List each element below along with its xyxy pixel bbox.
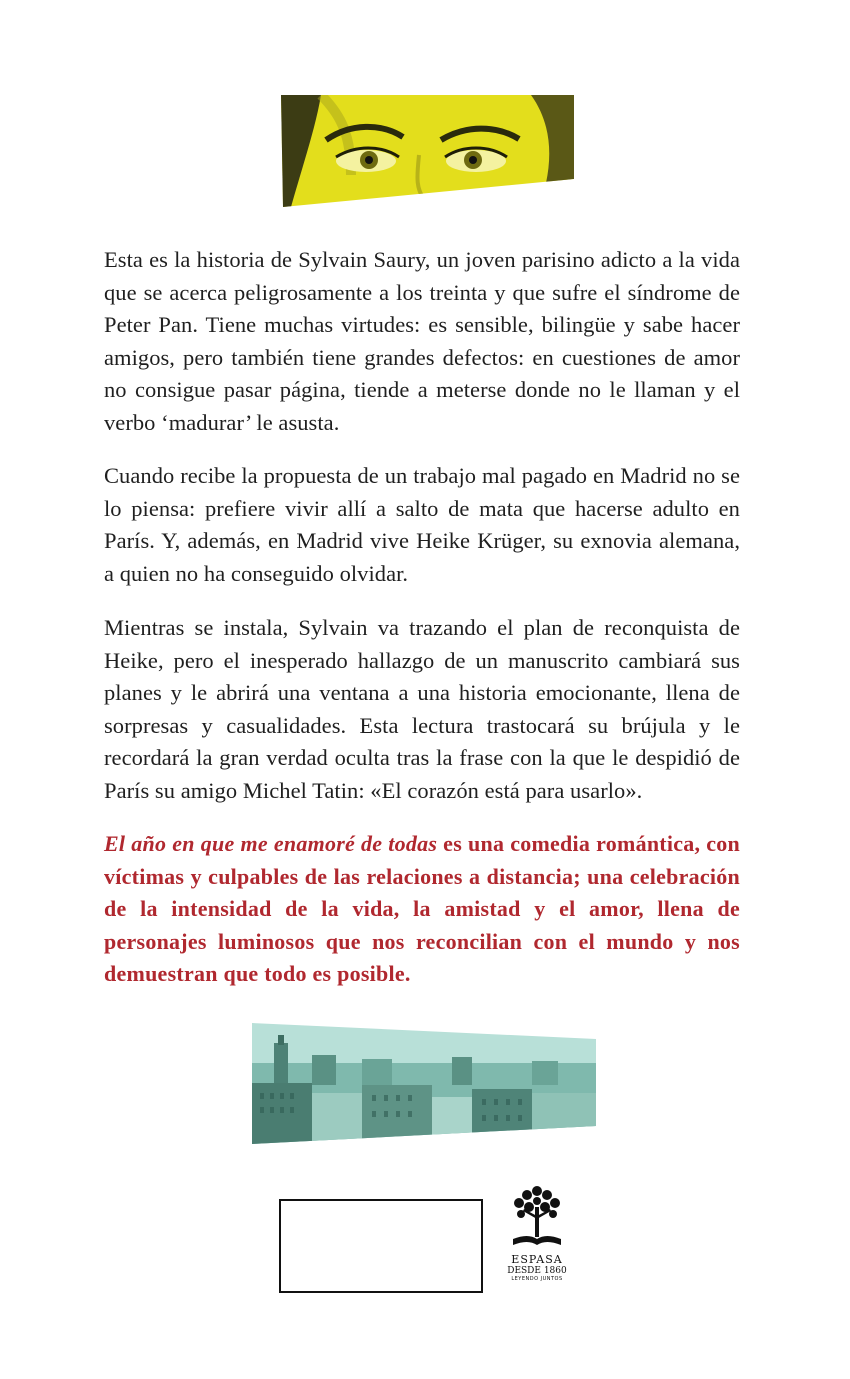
tree-book-icon xyxy=(509,1183,565,1253)
synopsis-paragraph-2: Cuando recibe la propuesta de un trabajo mal pagado en Madrid no se lo piensa: prefiere vivir allí a salto de mata que hacerse adulto en París. Y, además, en Madrid vive Heike Krüger, su exnovia alemana, a quien no ha conseguido olvidar. xyxy=(104,463,740,586)
eyes-photo xyxy=(281,95,574,207)
synopsis-paragraph-3: Mientras se instala, Sylvain va trazando el plan de reconquista de Heike, pero el inesperado hallazgo de un manuscrito cambiará sus planes y le abrirá una ventana a una historia emocionante, llena de sorpresas y casualidades. Esta lectura trastocará su brújula y le recordará la gran verdad oculta tras la frase con la que le despidió de París su amigo Michel Tatin: «El corazón está para usarlo». xyxy=(104,615,740,803)
highlight-paragraph xyxy=(104,828,740,991)
barcode-placeholder xyxy=(279,1199,483,1293)
madrid-cityscape-photo xyxy=(252,1023,596,1144)
publisher-motto: LEYENDO JUNTOS xyxy=(511,1276,563,1282)
publisher-name: ESPASA xyxy=(511,1253,563,1266)
publisher-logo xyxy=(502,1183,572,1298)
book-title: El año en que me enamoré de todas xyxy=(104,831,438,856)
synopsis-paragraph-1: Esta es la historia de Sylvain Saury, un joven parisino adicto a la vida que se acerca peligrosamente a los treinta y que sufre el síndrome de Peter Pan. Tiene muchas virtudes: es sensible, bilingüe y sabe hacer amigos, pero también tiene grandes defectos: en cuestiones de amor no consigue pasar página, tiende a meterse donde no le llaman y el verbo ‘madurar’ le asusta. xyxy=(104,247,740,435)
publisher-since: DESDE 1860 xyxy=(507,1266,567,1276)
highlight-text: es una comedia romántica, con víctimas y culpables de las relaciones a distancia; una celebración de la intensidad de la vida, la amistad y el amor, llena de personajes luminosos que nos reconcilian con el mundo y nos demuestran que todo es posible. xyxy=(104,831,740,986)
